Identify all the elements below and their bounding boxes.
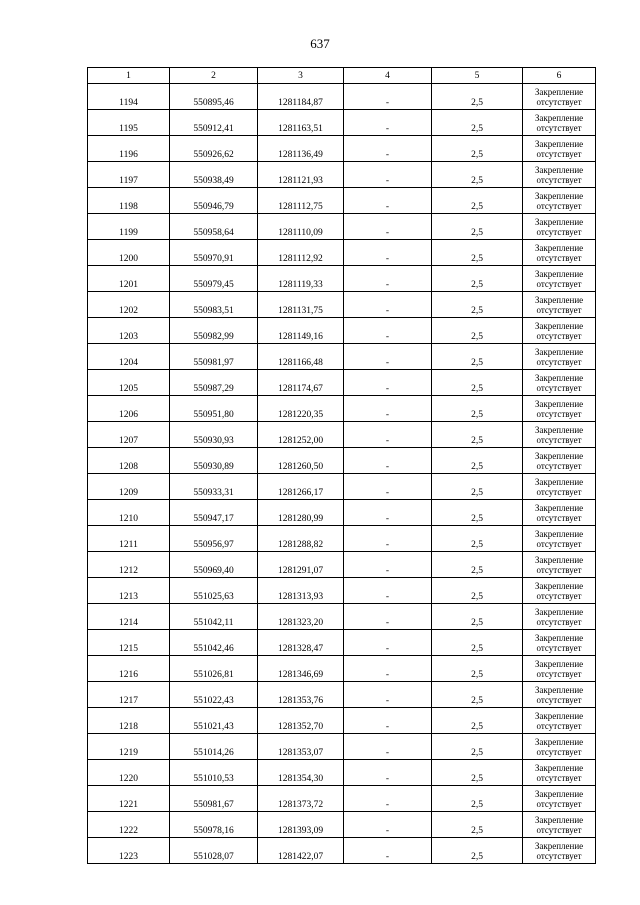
fixation-status-line-2: отсутствует bbox=[536, 512, 582, 523]
table-row bbox=[88, 760, 596, 786]
x-coordinate: 550912,41 bbox=[170, 110, 258, 136]
y-coordinate: 1281328,47 bbox=[258, 630, 344, 656]
point-number: 1205 bbox=[88, 370, 170, 396]
fixation-status-line-1: Закрепление bbox=[534, 788, 584, 799]
table-row bbox=[88, 552, 596, 578]
fixation-status-line-2: отсутствует bbox=[536, 694, 582, 705]
fixation-status-line-2: отсутствует bbox=[536, 772, 582, 783]
point-number: 1199 bbox=[88, 214, 170, 240]
table-row bbox=[88, 136, 596, 162]
point-number: 1200 bbox=[88, 240, 170, 266]
fixation-status-line-2: отсутствует bbox=[536, 824, 582, 835]
fixation-status bbox=[523, 292, 596, 318]
y-coordinate: 1281112,92 bbox=[258, 240, 344, 266]
point-number: 1214 bbox=[88, 604, 170, 630]
fixation-status bbox=[523, 474, 596, 500]
fixation-status bbox=[523, 552, 596, 578]
table-row bbox=[88, 266, 596, 292]
col5-value: 2,5 bbox=[432, 292, 523, 318]
fixation-status-line-2: отсутствует bbox=[536, 252, 582, 263]
col5-value: 2,5 bbox=[432, 578, 523, 604]
fixation-status bbox=[523, 162, 596, 188]
fixation-status bbox=[523, 838, 596, 864]
y-coordinate: 1281112,75 bbox=[258, 188, 344, 214]
x-coordinate: 550956,97 bbox=[170, 526, 258, 552]
col4-value: - bbox=[344, 760, 432, 786]
point-number: 1197 bbox=[88, 162, 170, 188]
x-coordinate: 550930,93 bbox=[170, 422, 258, 448]
fixation-status-line-2: отсутствует bbox=[536, 616, 582, 627]
col4-value: - bbox=[344, 162, 432, 188]
col5-value: 2,5 bbox=[432, 500, 523, 526]
fixation-status bbox=[523, 136, 596, 162]
header-col-6: 6 bbox=[523, 68, 596, 84]
point-number: 1223 bbox=[88, 838, 170, 864]
fixation-status bbox=[523, 240, 596, 266]
x-coordinate: 550926,62 bbox=[170, 136, 258, 162]
x-coordinate: 550958,64 bbox=[170, 214, 258, 240]
point-number: 1218 bbox=[88, 708, 170, 734]
x-coordinate: 550981,67 bbox=[170, 786, 258, 812]
fixation-status-line-2: отсутствует bbox=[536, 278, 582, 289]
table-row bbox=[88, 318, 596, 344]
x-coordinate: 551042,11 bbox=[170, 604, 258, 630]
fixation-status bbox=[523, 214, 596, 240]
fixation-status-line-1: Закрепление bbox=[534, 216, 584, 227]
x-coordinate: 550969,40 bbox=[170, 552, 258, 578]
point-number: 1194 bbox=[88, 84, 170, 110]
col4-value: - bbox=[344, 474, 432, 500]
col5-value: 2,5 bbox=[432, 708, 523, 734]
point-number: 1222 bbox=[88, 812, 170, 838]
fixation-status bbox=[523, 318, 596, 344]
point-number: 1221 bbox=[88, 786, 170, 812]
point-number: 1198 bbox=[88, 188, 170, 214]
y-coordinate: 1281184,87 bbox=[258, 84, 344, 110]
table-row bbox=[88, 370, 596, 396]
page-number: 637 bbox=[310, 36, 330, 51]
y-coordinate: 1281266,17 bbox=[258, 474, 344, 500]
col4-value: - bbox=[344, 240, 432, 266]
fixation-status bbox=[523, 500, 596, 526]
fixation-status-line-2: отсутствует bbox=[536, 720, 582, 731]
col4-value: - bbox=[344, 422, 432, 448]
col5-value: 2,5 bbox=[432, 396, 523, 422]
point-number: 1211 bbox=[88, 526, 170, 552]
point-number: 1195 bbox=[88, 110, 170, 136]
x-coordinate: 550933,31 bbox=[170, 474, 258, 500]
table-row bbox=[88, 500, 596, 526]
col5-value: 2,5 bbox=[432, 526, 523, 552]
col4-value: - bbox=[344, 396, 432, 422]
col4-value: - bbox=[344, 344, 432, 370]
x-coordinate: 550938,49 bbox=[170, 162, 258, 188]
col4-value: - bbox=[344, 786, 432, 812]
fixation-status bbox=[523, 604, 596, 630]
point-number: 1212 bbox=[88, 552, 170, 578]
fixation-status-line-2: отсутствует bbox=[536, 460, 582, 471]
col5-value: 2,5 bbox=[432, 474, 523, 500]
table-row bbox=[88, 188, 596, 214]
y-coordinate: 1281353,76 bbox=[258, 682, 344, 708]
fixation-status bbox=[523, 760, 596, 786]
col5-value: 2,5 bbox=[432, 110, 523, 136]
x-coordinate: 550983,51 bbox=[170, 292, 258, 318]
x-coordinate: 550895,46 bbox=[170, 84, 258, 110]
fixation-status-line-1: Закрепление bbox=[534, 814, 584, 825]
table-row bbox=[88, 734, 596, 760]
header-col-4: 4 bbox=[344, 68, 432, 84]
fixation-status-line-1: Закрепление bbox=[534, 840, 584, 851]
fixation-status-line-2: отсутствует bbox=[536, 408, 582, 419]
fixation-status-line-2: отсутствует bbox=[536, 174, 582, 185]
fixation-status bbox=[523, 526, 596, 552]
table-row bbox=[88, 448, 596, 474]
col5-value: 2,5 bbox=[432, 734, 523, 760]
fixation-status-line-2: отсутствует bbox=[536, 746, 582, 757]
table-row bbox=[88, 578, 596, 604]
y-coordinate: 1281291,07 bbox=[258, 552, 344, 578]
table-row bbox=[88, 162, 596, 188]
fixation-status bbox=[523, 708, 596, 734]
fixation-status-line-1: Закрепление bbox=[534, 736, 584, 747]
fixation-status bbox=[523, 422, 596, 448]
fixation-status-line-2: отсутствует bbox=[536, 382, 582, 393]
fixation-status-line-1: Закрепление bbox=[534, 502, 584, 513]
col4-value: - bbox=[344, 656, 432, 682]
fixation-status-line-1: Закрепление bbox=[534, 554, 584, 565]
col5-value: 2,5 bbox=[432, 344, 523, 370]
fixation-status-line-1: Закрепление bbox=[534, 658, 584, 669]
y-coordinate: 1281353,07 bbox=[258, 734, 344, 760]
fixation-status-line-1: Закрепление bbox=[534, 346, 584, 357]
col4-value: - bbox=[344, 110, 432, 136]
fixation-status-line-1: Закрепление bbox=[534, 86, 584, 97]
col4-value: - bbox=[344, 84, 432, 110]
table-row bbox=[88, 682, 596, 708]
y-coordinate: 1281393,09 bbox=[258, 812, 344, 838]
col4-value: - bbox=[344, 370, 432, 396]
point-number: 1216 bbox=[88, 656, 170, 682]
x-coordinate: 551021,43 bbox=[170, 708, 258, 734]
col4-value: - bbox=[344, 188, 432, 214]
col5-value: 2,5 bbox=[432, 812, 523, 838]
table-row bbox=[88, 708, 596, 734]
fixation-status bbox=[523, 344, 596, 370]
col5-value: 2,5 bbox=[432, 84, 523, 110]
fixation-status-line-2: отсутствует bbox=[536, 96, 582, 107]
y-coordinate: 1281119,33 bbox=[258, 266, 344, 292]
fixation-status bbox=[523, 630, 596, 656]
col5-value: 2,5 bbox=[432, 760, 523, 786]
table-row bbox=[88, 630, 596, 656]
point-number: 1210 bbox=[88, 500, 170, 526]
x-coordinate: 550982,99 bbox=[170, 318, 258, 344]
col5-value: 2,5 bbox=[432, 318, 523, 344]
fixation-status-line-2: отсутствует bbox=[536, 200, 582, 211]
fixation-status-line-1: Закрепление bbox=[534, 684, 584, 695]
table-row bbox=[88, 292, 596, 318]
fixation-status-line-2: отсутствует bbox=[536, 642, 582, 653]
fixation-status-line-1: Закрепление bbox=[534, 424, 584, 435]
x-coordinate: 551028,07 bbox=[170, 838, 258, 864]
fixation-status-line-1: Закрепление bbox=[534, 294, 584, 305]
fixation-status bbox=[523, 682, 596, 708]
table-header bbox=[88, 68, 596, 84]
table-row bbox=[88, 786, 596, 812]
x-coordinate: 551022,43 bbox=[170, 682, 258, 708]
y-coordinate: 1281288,82 bbox=[258, 526, 344, 552]
x-coordinate: 551025,63 bbox=[170, 578, 258, 604]
point-number: 1196 bbox=[88, 136, 170, 162]
y-coordinate: 1281260,50 bbox=[258, 448, 344, 474]
fixation-status-line-2: отсутствует bbox=[536, 538, 582, 549]
col5-value: 2,5 bbox=[432, 786, 523, 812]
y-coordinate: 1281252,00 bbox=[258, 422, 344, 448]
col5-value: 2,5 bbox=[432, 370, 523, 396]
fixation-status-line-1: Закрепление bbox=[534, 710, 584, 721]
table-row bbox=[88, 526, 596, 552]
point-number: 1206 bbox=[88, 396, 170, 422]
fixation-status-line-2: отсутствует bbox=[536, 590, 582, 601]
header-row bbox=[88, 68, 596, 84]
table-row bbox=[88, 812, 596, 838]
fixation-status bbox=[523, 812, 596, 838]
col5-value: 2,5 bbox=[432, 214, 523, 240]
point-number: 1217 bbox=[88, 682, 170, 708]
y-coordinate: 1281163,51 bbox=[258, 110, 344, 136]
x-coordinate: 550981,97 bbox=[170, 344, 258, 370]
table-row bbox=[88, 84, 596, 110]
fixation-status bbox=[523, 734, 596, 760]
col5-value: 2,5 bbox=[432, 604, 523, 630]
fixation-status-line-1: Закрепление bbox=[534, 398, 584, 409]
table-row bbox=[88, 422, 596, 448]
col5-value: 2,5 bbox=[432, 266, 523, 292]
x-coordinate: 550987,29 bbox=[170, 370, 258, 396]
fixation-status-line-1: Закрепление bbox=[534, 580, 584, 591]
fixation-status-line-2: отсутствует bbox=[536, 226, 582, 237]
col4-value: - bbox=[344, 734, 432, 760]
y-coordinate: 1281313,93 bbox=[258, 578, 344, 604]
fixation-status-line-1: Закрепление bbox=[534, 476, 584, 487]
point-number: 1219 bbox=[88, 734, 170, 760]
table-row bbox=[88, 838, 596, 864]
header-col-5: 5 bbox=[432, 68, 523, 84]
fixation-status-line-1: Закрепление bbox=[534, 762, 584, 773]
x-coordinate: 551042,46 bbox=[170, 630, 258, 656]
point-number: 1220 bbox=[88, 760, 170, 786]
col5-value: 2,5 bbox=[432, 552, 523, 578]
fixation-status bbox=[523, 786, 596, 812]
col4-value: - bbox=[344, 526, 432, 552]
y-coordinate: 1281110,09 bbox=[258, 214, 344, 240]
col4-value: - bbox=[344, 812, 432, 838]
col5-value: 2,5 bbox=[432, 162, 523, 188]
x-coordinate: 550947,17 bbox=[170, 500, 258, 526]
x-coordinate: 550970,91 bbox=[170, 240, 258, 266]
col5-value: 2,5 bbox=[432, 630, 523, 656]
y-coordinate: 1281131,75 bbox=[258, 292, 344, 318]
fixation-status-line-1: Закрепление bbox=[534, 164, 584, 175]
col5-value: 2,5 bbox=[432, 188, 523, 214]
fixation-status-line-1: Закрепление bbox=[534, 320, 584, 331]
table-row bbox=[88, 396, 596, 422]
fixation-status-line-1: Закрепление bbox=[534, 372, 584, 383]
point-number: 1203 bbox=[88, 318, 170, 344]
table-row bbox=[88, 214, 596, 240]
point-number: 1209 bbox=[88, 474, 170, 500]
x-coordinate: 551010,53 bbox=[170, 760, 258, 786]
col4-value: - bbox=[344, 604, 432, 630]
point-number: 1204 bbox=[88, 344, 170, 370]
fixation-status-line-2: отсутствует bbox=[536, 356, 582, 367]
fixation-status bbox=[523, 84, 596, 110]
fixation-status-line-2: отсутствует bbox=[536, 304, 582, 315]
col4-value: - bbox=[344, 552, 432, 578]
fixation-status-line-1: Закрепление bbox=[534, 190, 584, 201]
table-row bbox=[88, 110, 596, 136]
col4-value: - bbox=[344, 448, 432, 474]
fixation-status-line-2: отсутствует bbox=[536, 486, 582, 497]
y-coordinate: 1281220,35 bbox=[258, 396, 344, 422]
col5-value: 2,5 bbox=[432, 656, 523, 682]
fixation-status-line-1: Закрепление bbox=[534, 268, 584, 279]
x-coordinate: 551026,81 bbox=[170, 656, 258, 682]
coordinates-table bbox=[87, 67, 596, 864]
y-coordinate: 1281346,69 bbox=[258, 656, 344, 682]
fixation-status bbox=[523, 370, 596, 396]
fixation-status bbox=[523, 578, 596, 604]
fixation-status-line-2: отсутствует bbox=[536, 330, 582, 341]
y-coordinate: 1281354,30 bbox=[258, 760, 344, 786]
fixation-status-line-2: отсутствует bbox=[536, 564, 582, 575]
col4-value: - bbox=[344, 682, 432, 708]
col4-value: - bbox=[344, 838, 432, 864]
fixation-status-line-2: отсутствует bbox=[536, 434, 582, 445]
y-coordinate: 1281323,20 bbox=[258, 604, 344, 630]
fixation-status bbox=[523, 188, 596, 214]
fixation-status-line-2: отсутствует bbox=[536, 850, 582, 861]
col4-value: - bbox=[344, 136, 432, 162]
fixation-status-line-1: Закрепление bbox=[534, 606, 584, 617]
table-row bbox=[88, 344, 596, 370]
fixation-status-line-2: отсутствует bbox=[536, 798, 582, 809]
point-number: 1202 bbox=[88, 292, 170, 318]
y-coordinate: 1281166,48 bbox=[258, 344, 344, 370]
col4-value: - bbox=[344, 292, 432, 318]
col4-value: - bbox=[344, 630, 432, 656]
fixation-status-line-2: отсутствует bbox=[536, 148, 582, 159]
y-coordinate: 1281422,07 bbox=[258, 838, 344, 864]
fixation-status-line-2: отсутствует bbox=[536, 122, 582, 133]
col5-value: 2,5 bbox=[432, 682, 523, 708]
header-col-2: 2 bbox=[170, 68, 258, 84]
y-coordinate: 1281149,16 bbox=[258, 318, 344, 344]
fixation-status bbox=[523, 110, 596, 136]
header-col-3: 3 bbox=[258, 68, 344, 84]
fixation-status bbox=[523, 448, 596, 474]
table-row bbox=[88, 240, 596, 266]
col4-value: - bbox=[344, 214, 432, 240]
fixation-status-line-2: отсутствует bbox=[536, 668, 582, 679]
table-row bbox=[88, 474, 596, 500]
col4-value: - bbox=[344, 500, 432, 526]
fixation-status bbox=[523, 656, 596, 682]
fixation-status-line-1: Закрепление bbox=[534, 632, 584, 643]
col5-value: 2,5 bbox=[432, 838, 523, 864]
y-coordinate: 1281352,70 bbox=[258, 708, 344, 734]
y-coordinate: 1281136,49 bbox=[258, 136, 344, 162]
point-number: 1201 bbox=[88, 266, 170, 292]
x-coordinate: 550946,79 bbox=[170, 188, 258, 214]
col4-value: - bbox=[344, 318, 432, 344]
fixation-status-line-1: Закрепление bbox=[534, 112, 584, 123]
y-coordinate: 1281121,93 bbox=[258, 162, 344, 188]
table-row bbox=[88, 656, 596, 682]
fixation-status bbox=[523, 396, 596, 422]
col5-value: 2,5 bbox=[432, 240, 523, 266]
point-number: 1208 bbox=[88, 448, 170, 474]
x-coordinate: 550979,45 bbox=[170, 266, 258, 292]
x-coordinate: 550978,16 bbox=[170, 812, 258, 838]
header-col-1: 1 bbox=[88, 68, 170, 84]
table-body bbox=[88, 84, 596, 864]
fixation-status-line-1: Закрепление bbox=[534, 450, 584, 461]
col4-value: - bbox=[344, 708, 432, 734]
fixation-status-line-1: Закрепление bbox=[534, 138, 584, 149]
x-coordinate: 551014,26 bbox=[170, 734, 258, 760]
x-coordinate: 550930,89 bbox=[170, 448, 258, 474]
point-number: 1207 bbox=[88, 422, 170, 448]
y-coordinate: 1281373,72 bbox=[258, 786, 344, 812]
point-number: 1213 bbox=[88, 578, 170, 604]
y-coordinate: 1281174,67 bbox=[258, 370, 344, 396]
fixation-status bbox=[523, 266, 596, 292]
col5-value: 2,5 bbox=[432, 448, 523, 474]
col4-value: - bbox=[344, 266, 432, 292]
point-number: 1215 bbox=[88, 630, 170, 656]
fixation-status-line-1: Закрепление bbox=[534, 242, 584, 253]
col4-value: - bbox=[344, 578, 432, 604]
fixation-status-line-1: Закрепление bbox=[534, 528, 584, 539]
table-row bbox=[88, 604, 596, 630]
col5-value: 2,5 bbox=[432, 136, 523, 162]
col5-value: 2,5 bbox=[432, 422, 523, 448]
y-coordinate: 1281280,99 bbox=[258, 500, 344, 526]
x-coordinate: 550951,80 bbox=[170, 396, 258, 422]
